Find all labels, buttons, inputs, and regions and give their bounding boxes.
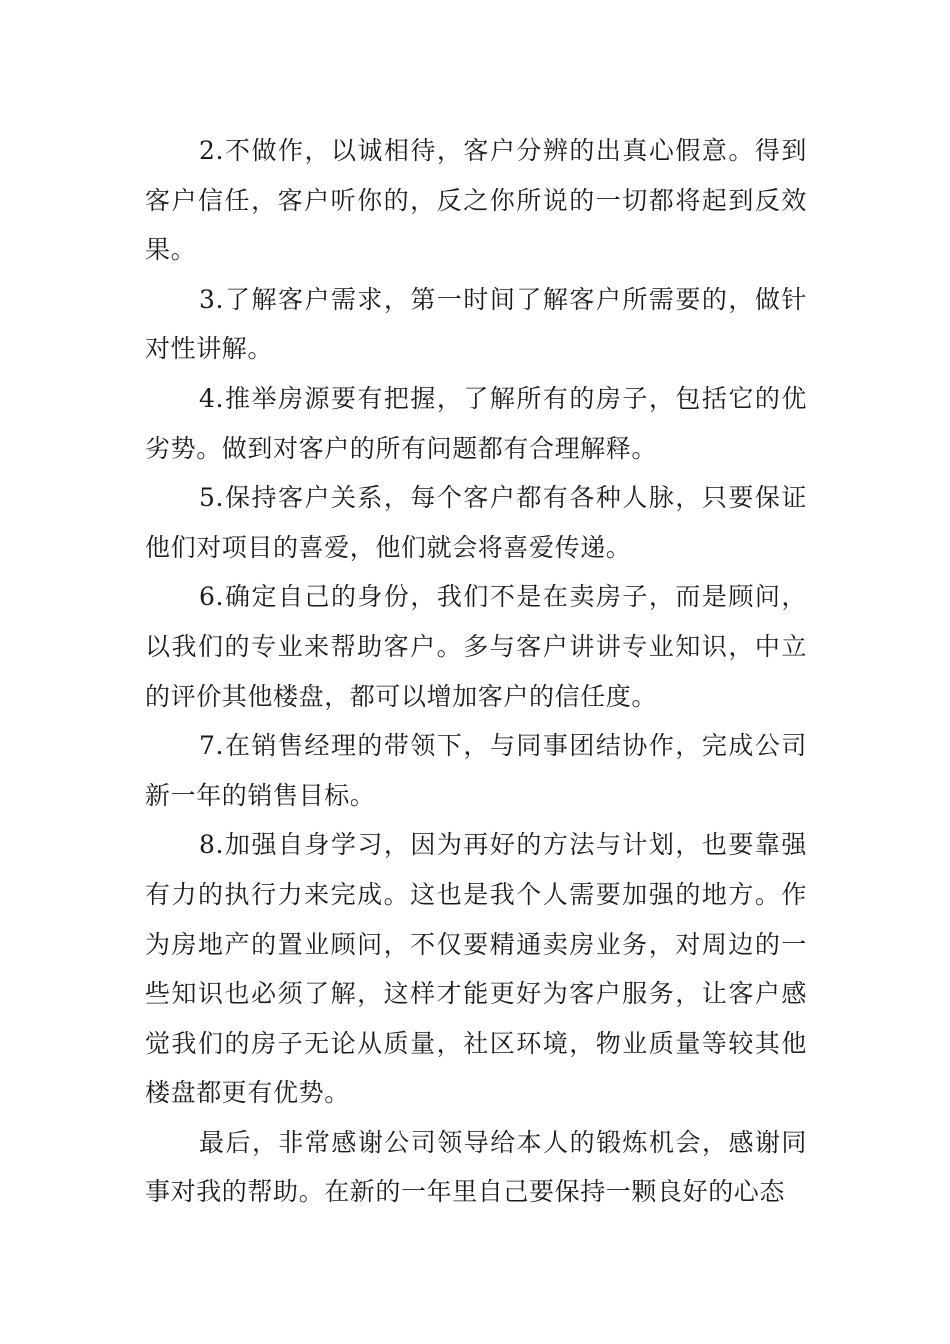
paragraph-item-7: 7.在销售经理的带领下，与同事团结协作，完成公司新一年的销售目标。 [145,731,807,810]
paragraph-item-2: 2.不做作，以诚相待，客户分辨的出真心假意。得到客户信任，客户听你的，反之你所说的一切都将起到反效果。 [145,136,807,265]
paragraph-item-4: 4.推举房源要有把握，了解所有的房子，包括它的优劣势。做到对客户的所有问题都有合理解释。 [145,383,807,463]
paragraph-item-8: 8.加强自身学习，因为再好的方法与计划，也要靠强有力的执行力来完成。这也是我个人需要加强的地方。作为房地产的置业顾问，不仅要精通卖房业务，对周边的一些知识也必须了解，这样才能更好为客户服务，让客户感觉我们的房子无论从质量，社区环境，物业质量等较其他楼盘都更有优势。 [145,830,807,1108]
document-body [145,126,807,1217]
paragraph-item-6: 6.确定自己的身份，我们不是在卖房子，而是顾问，以我们的专业来帮助客户。多与客户讲讲专业知识，中立的评价其他楼盘，都可以增加客户的信任度。 [145,582,807,711]
paragraph-item-3: 3.了解客户需求，第一时间了解客户所需要的，做针对性讲解。 [145,284,807,364]
paragraph-closing: 最后，非常感谢公司领导给本人的锻炼机会，感谢同事对我的帮助。在新的一年里自己要保持一颗良好的心态 [145,1127,807,1207]
paragraph-item-5: 5.保持客户关系，每个客户都有各种人脉，只要保证他们对项目的喜爱，他们就会将喜爱传递。 [145,483,807,562]
